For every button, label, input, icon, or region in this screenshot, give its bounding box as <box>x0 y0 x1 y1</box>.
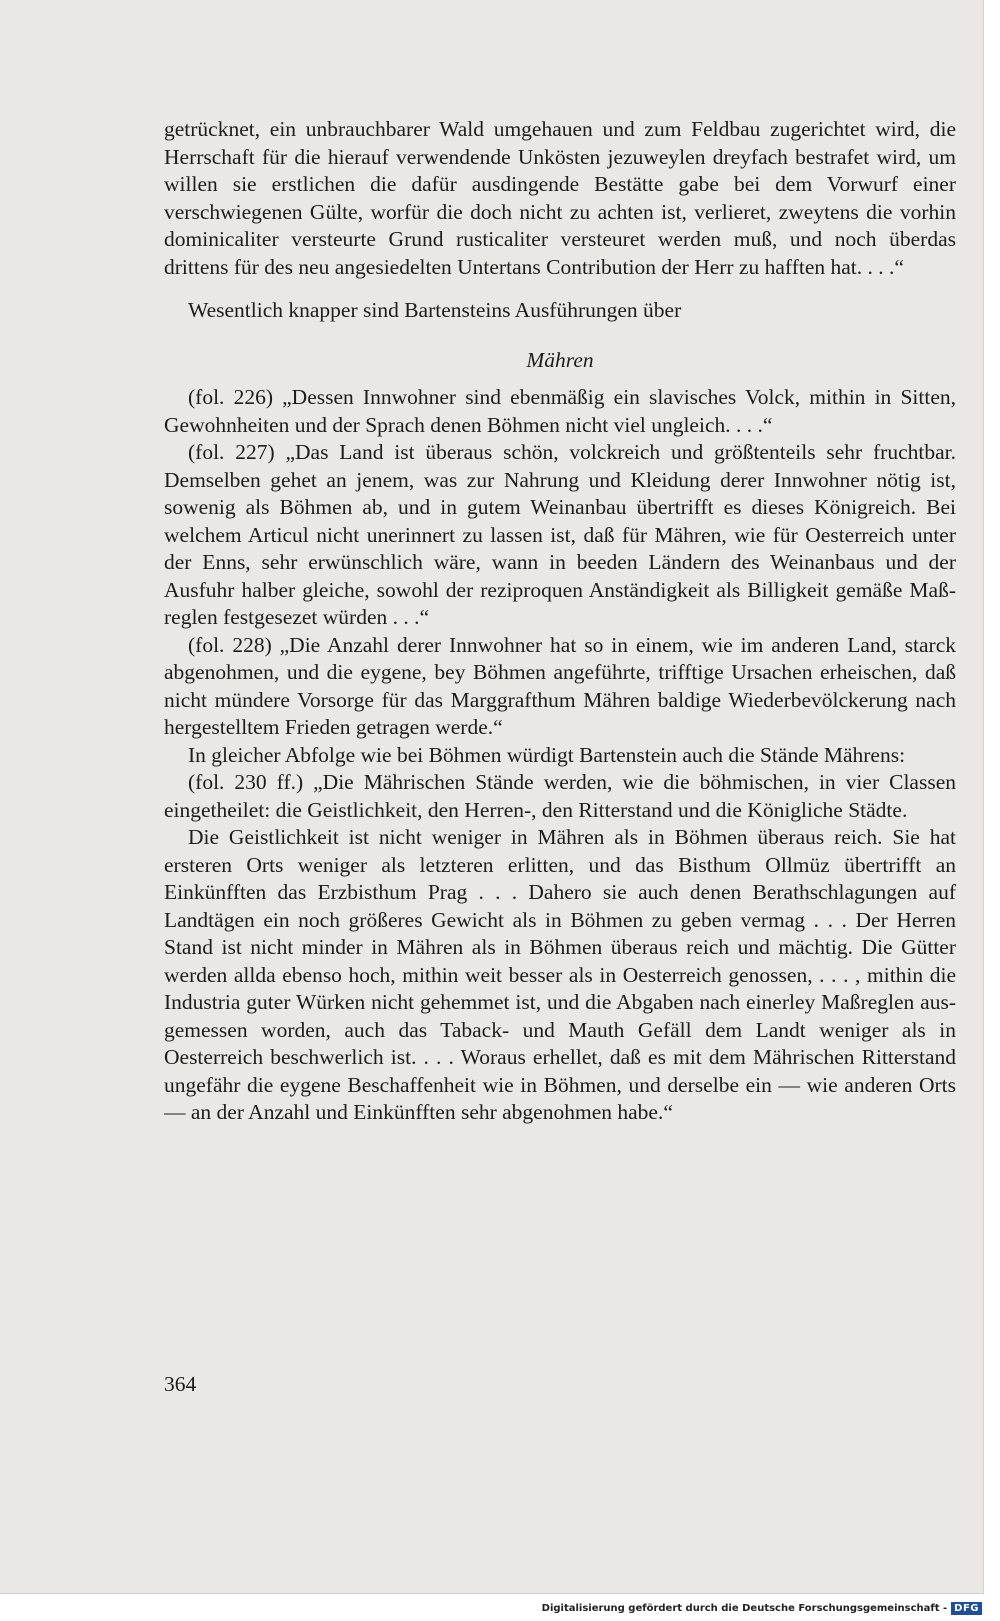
credit-text: Digitalisierung gefördert durch die Deutsche Forschungsgemeinschaft - <box>541 1603 948 1614</box>
dfg-logo-icon: DFG <box>951 1602 982 1615</box>
paragraph-fol-230: (fol. 230 ff.) „Die Mährischen Stände werden, wie die böhmischen, in vier Classen eingetheilet: die Geistlichkeit, den Herren-, den Ritterstand und die Königliche Städte. <box>164 770 956 822</box>
page-number: 364 <box>164 1372 197 1396</box>
paragraph-fol-227: (fol. 227) „Das Land ist überaus schön, volckreich und größtenteils sehr fruchtbar. Demselben gehet an jenem, was zur Nahrung und Kleidung derer Innwohner nötig ist, sowenig als Böhmen ab, und in gutem Weinanbau übertrifft es dieses Königreich. Bei welchem Articul nicht unerinnert zu lassen ist, daß für Mähren, wie für Oesterreich unter der Enns, sehr erwünschlich wäre, wann in beeden Ländern des Weinanbaus und der Ausfuhr halber gleiche, sowohl der reziproquen Anständigkeit als Billigkeit gemäße Maßreglen festgesezet würden . . .“ <box>164 440 956 629</box>
body-text <box>164 116 956 1127</box>
paragraph-continuation: getrücknet, ein unbrauchbarer Wald umgehauen und zum Feldbau zugerichtet wird, die Herrschaft für die hierauf verwendende Unkösten jezuweylen dreyfach bestrafet wird, um willen sie erstlichen die dafür ausdingende Bestätte gabe bei dem Vorwurf einer verschwiegenen Gülte, worfür die doch nicht zu achten ist, verlieret, zweytens die vorhin dominicaliter versteurte Grund rusticaliter versteuret werden muß, und noch überdas drittens für des neu angesiedelten Untertans Contribution der Herr zu hafften hat. . . .“ <box>164 117 956 279</box>
section-heading: Mähren <box>526 347 594 372</box>
digitization-credit <box>542 1602 982 1615</box>
paragraph-staende: In gleicher Abfolge wie bei Böhmen würdigt Bartenstein auch die Stände Mährens: <box>188 742 906 767</box>
paragraph-intro: Wesentlich knapper sind Bartensteins Ausführungen über <box>188 298 682 322</box>
paragraph-geistlichkeit: Die Geistlichkeit ist nicht weniger in Mähren als in Böhmen überaus reich. Sie hat ersteren Orts weniger als letzteren erlitten, und das Bisthum Ollmüz übertrifft an Einkünfften das Erzbisthum Prag . . . Dahero sie auch denen Berathschlagungen auf Landtägen ein noch größeres Gewicht als in Böhmen zu geben vermag . . . Der Herren Stand ist nicht minder in Mähren als in Böhmen überaus reich und mächtig. Die Gütter werden allda ebenso hoch, mithin weit besser als in Oesterreich genossen, . . . , mithin die Industria guter Würken nicht gehemmet ist, und die Abgaben nach einerley Maßreglen ausgemessen worden, auch das Taback- und Mauth Gefäll dem Landt weniger als in Oesterreich beschwerlich ist. . . . Woraus erhellet, daß es mit dem Mährischen Ritterstand ungefähr die eygene Beschaffenheit wie in Böhmen, und derselbe ein — wie anderen Orts — an der Anzahl und Einkünfften sehr abgenohmen habe.“ <box>164 825 956 1124</box>
paragraph-fol-228: (fol. 228) „Die Anzahl derer Innwohner hat so in einem, wie im anderen Land, starck abgenohmen, und die eygene, bey Böhmen angeführte, trifftige Ursachen erheischen, daß nicht mündere Vorsorge für das Marggrafthum Mähren baldige Wiederbevölckerung nach hergestelltem Frieden getragen werde.“ <box>164 632 956 739</box>
paragraph-fol-226: (fol. 226) „Dessen Innwohner sind ebenmäßig ein slavisches Volck, mithin in Sitten, Gewohnheiten und der Sprach denen Böhmen nicht viel ungleich. . . .“ <box>164 385 956 437</box>
